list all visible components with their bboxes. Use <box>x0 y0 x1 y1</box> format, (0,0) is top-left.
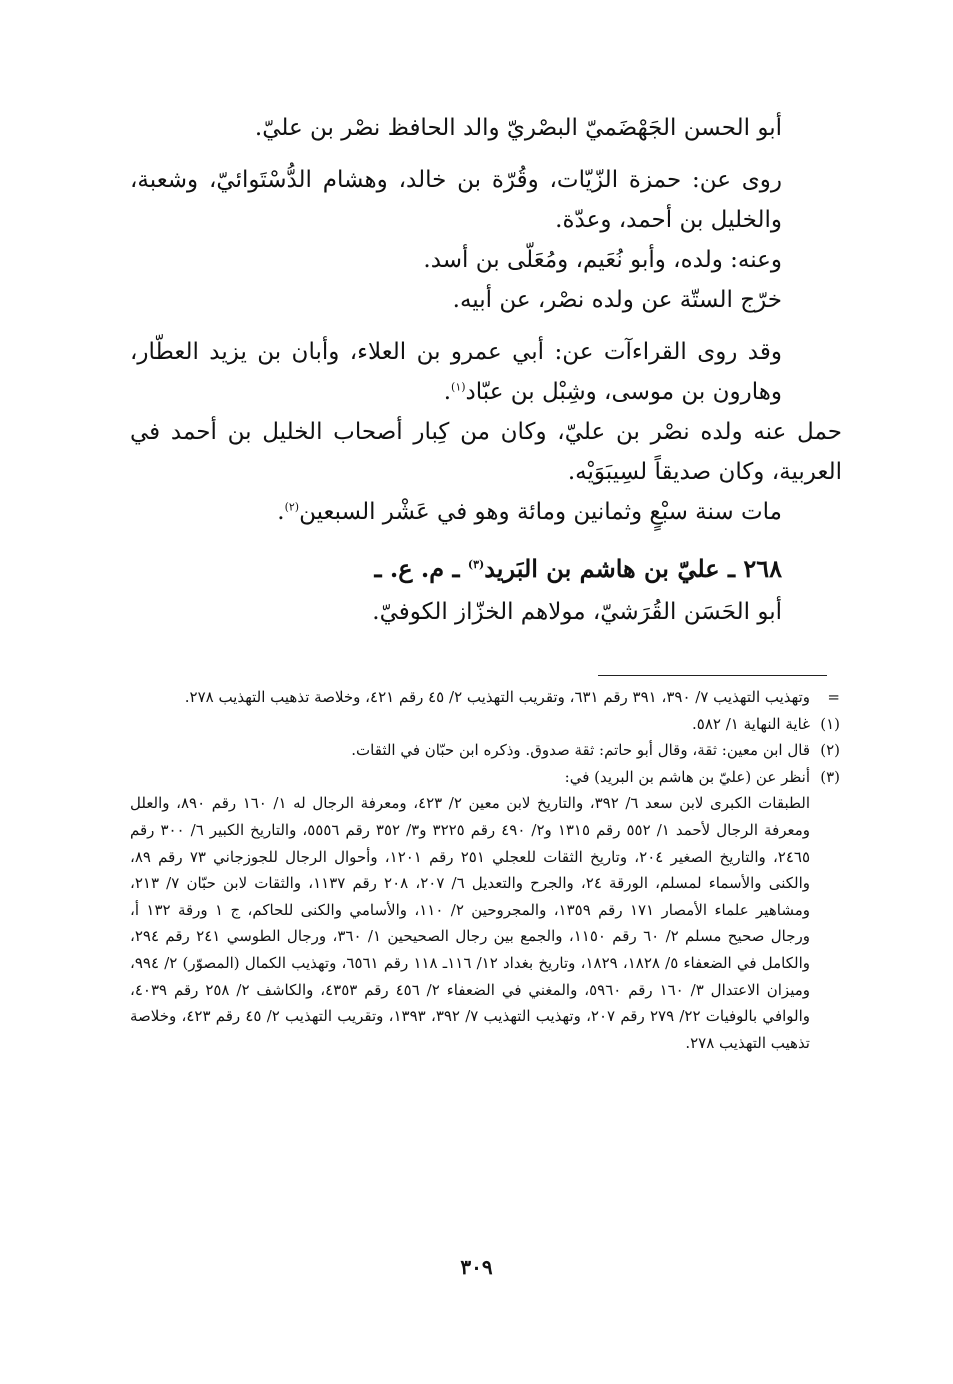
footnote-1 <box>130 711 840 738</box>
footnotes <box>130 684 840 1056</box>
entry-267-students: حمل عنه ولده نصْر بن عليّ، وكان من كِبار أصحاب الخليل بن أحمد في العربية، وكان صديقاً لسِيبَوَيْه. <box>130 419 842 485</box>
entry-268-symbols: ـ م. ع. ـ <box>374 554 468 583</box>
footnote-continuation-text: وتهذيب التهذيب ٧/ ٣٩٠، ٣٩١ رقم ٦٣١، وتقريب التهذيب ٢/ ٤٥ رقم ٤٢١، وخلاصة تذهيب التهذيب ٢٧٨. <box>184 688 810 706</box>
entry-268-intro: أبو الحَسَن القُرَشيّ، مولاهم الخزّاز الكوفيّ. <box>372 599 782 625</box>
page-number: ٣٠٩ <box>460 1255 493 1279</box>
footnote-text: أنظر عن (عليّ بن هاشم بن البريد) في: <box>564 767 810 786</box>
footnote-marker: (١) <box>820 714 840 733</box>
footnote-continuation <box>130 684 840 711</box>
footnote-ref-1: (١) <box>451 380 466 394</box>
footnote-ref-3: (٣) <box>467 558 485 571</box>
entry-267-narrated-by: وعنه: ولده، وأبو نُعَيم، ومُعَلّى بن أسد. <box>423 247 782 273</box>
qiraat-end: . <box>443 379 452 405</box>
entry-267-takhrij: خرّج الستّة عن ولده نصْر، عن أبيه. <box>452 287 782 313</box>
footnote-ref-2: (٢) <box>284 500 300 514</box>
footnote-text: غاية النهاية ١/ ٥٨٢. <box>692 714 810 733</box>
death-text: مات سنة سبْعٍ وثمانين ومائة وهو في عَشْر السبعين <box>299 499 782 525</box>
entry-267-death <box>130 492 842 532</box>
entry-268-heading <box>130 546 842 592</box>
footnote-marker: (٢) <box>820 741 840 760</box>
footnote-divider <box>598 675 827 676</box>
footnote-marker: (٣) <box>820 767 840 786</box>
entry-267-intro: أبو الحسن الجَهْضَميّ البصْريّ والد الحافظ نصْر بن عليّ. <box>254 115 782 141</box>
footnote-text: قال ابن معين: ثقة، وقال أبو حاتم: ثقة صدوق. وذكره ابن حبّان في الثقات. <box>351 741 810 760</box>
footnote-continuation-marker: = <box>827 688 840 706</box>
death-end: . <box>277 499 285 525</box>
footnote-2 <box>130 737 840 764</box>
qiraat-text: وقد روى القراءآت عن: أبي عمرو بن العلاء، وأبان بن يزيد العطّار، وهارون بن موسى، وشِبْل بن عبّاد <box>130 339 782 405</box>
entry-267-narrated-from: روى عن: حمزة الزّيّات، وقُرّة بن خالد، وهشام الدُّسْتَوائيّ، وشعبة، والخليل بن أحمد، وعدّة. <box>130 167 782 233</box>
main-text <box>130 108 842 632</box>
entry-268-title: ٢٦٨ ـ عليّ بن هاشم بن البَريد <box>484 554 782 583</box>
entry-267-qiraat <box>130 332 842 412</box>
footnote-3 <box>130 764 840 791</box>
footnote-3-references: الطبقات الكبرى لابن سعد ٦/ ٣٩٢، والتاريخ لابن معين ٢/ ٤٢٣، ومعرفة الرجال له ١/ ١٦٠ رقم ٨٩٠، والعلل ومعرفة الرجال لأحمد ١/ ٥٥٢ رقم ١٣١٥ و٢/ ٤٩٠ رقم ٣٢٢٥ و٣/ ٣٥٢ رقم ٥٥٥٦، والتاريخ الكبير ٦/ ٣٠٠ رقم ٢٤٦٥، والتاريخ الصغير ٢٠٤، وتاريخ الثقات للعجلي ٢٥١ رقم ١٢٠١، وأحوال الرجال للجوزجاني ٧٣ رقم ٨٩، والكنى والأسماء لمسلم، الورقة ٢٤، والجرح والتعديل ٦/ ٢٠٧، ٢٠٨ رقم ١١٣٧، والثقات لابن حبّان ٧/ ٢١٣، ومشاهير علماء الأمصار ١٧١ رقم ١٣٥٩، والمجروحين ٢/ ١١٠، والأسامي والكنى للحاكم، ج ١ ورقة ١٣٢ أ، ورجال صحيح مسلم ٢/ ٦٠ رقم ١١٥٠، والجمع بين رجال الصحيحين ١/ ٣٦٠، ورجال الطوسي ٢٤١ رقم ٢٩٤، والكامل في الضعفاء ٥/ ١٨٢٨، ١٨٢٩، وتاريخ بغداد ١٢/ ١١٦ـ ١١٨ رقم ٦٥٦١، وتهذيب الكمال (المصوّر) ٢/ ٩٩٤، وميزان الاعتدال ٣/ ١٦٠ رقم ٥٩٦٠، والمغني في الضعفاء ٢/ ٤٥٦ رقم ٤٣٥٣، والكاشف ٢/ ٢٥٨ رقم ٤٠٣٩، والوافي بالوفيات ٢٢/ ٢٧٩ رقم ٢٠٧، وتهذيب التهذيب ٧/ ٣٩٢، ١٣٩٣، وتقريب التهذيب ٢/ ٤٥ رقم ٤٢٣، وخلاصة تذهيب التهذيب ٢٧٨. <box>130 794 811 1052</box>
